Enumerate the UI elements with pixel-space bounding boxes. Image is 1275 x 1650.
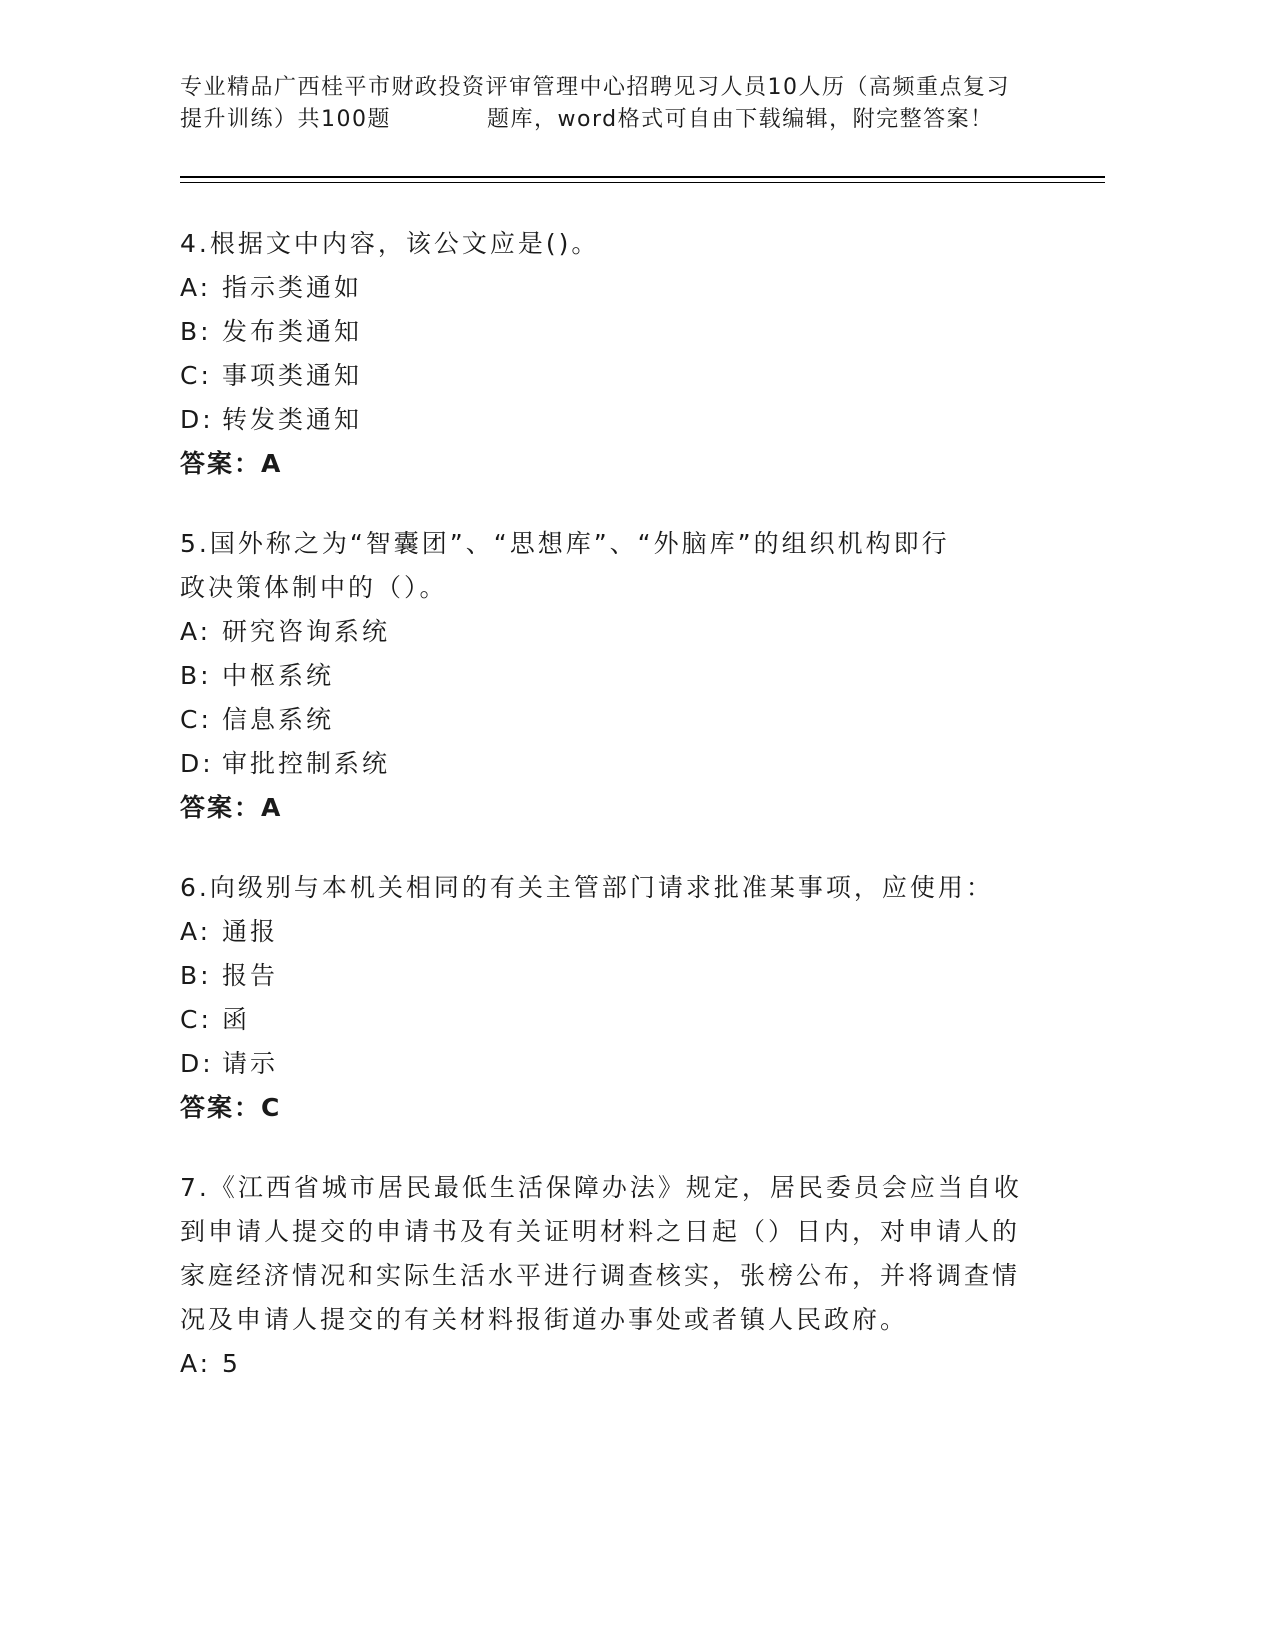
option-a: [180, 266, 1040, 310]
option-text: 指示类通如: [222, 273, 363, 302]
option-b: [180, 654, 1040, 698]
header-line-1: 专业精品广西桂平市财政投资评审管理中心招聘见习人员10人历（高频重点复习: [180, 75, 1010, 100]
question-6: [180, 866, 1040, 1130]
option-d: [180, 1042, 1040, 1086]
option-letter: C:: [180, 1005, 212, 1034]
option-text: 事项类通知: [222, 361, 363, 390]
option-a: [180, 1342, 1040, 1386]
question-stem-line-1: 7.《江西省城市居民最低生活保障办法》规定，居民委员会应当自收: [180, 1173, 1022, 1202]
answer-line: 答案：A: [180, 449, 283, 478]
answer-line: 答案：C: [180, 1093, 282, 1122]
option-text: 请示: [222, 1049, 279, 1078]
option-letter: C:: [180, 361, 212, 390]
option-text: 函: [222, 1005, 251, 1034]
answer-line: 答案：A: [180, 793, 283, 822]
option-letter: B:: [180, 661, 212, 690]
option-d: [180, 742, 1040, 786]
question-stem: 6.向级别与本机关相同的有关主管部门请求批准某事项，应使用：: [180, 873, 994, 902]
option-text: 报告: [222, 961, 279, 990]
option-letter: B:: [180, 317, 212, 346]
option-a: [180, 910, 1040, 954]
option-letter: A:: [180, 617, 212, 646]
question-stem-line-4: 况及申请人提交的有关材料报街道办事处或者镇人民政府。: [180, 1305, 909, 1334]
option-letter: C:: [180, 705, 212, 734]
option-text: 研究咨询系统: [222, 617, 391, 646]
question-stem: 4.根据文中内容，该公文应是()。: [180, 229, 600, 258]
option-d: [180, 398, 1040, 442]
option-text: 通报: [222, 917, 279, 946]
option-c: [180, 354, 1040, 398]
option-text: 审批控制系统: [222, 749, 391, 778]
question-stem-line-3: 家庭经济情况和实际生活水平进行调查核实，张榜公布，并将调查情: [180, 1261, 1021, 1290]
option-a: [180, 610, 1040, 654]
option-c: [180, 998, 1040, 1042]
option-b: [180, 310, 1040, 354]
option-letter: A:: [180, 273, 212, 302]
page-header: [180, 72, 1060, 136]
option-text: 发布类通知: [222, 317, 363, 346]
option-c: [180, 698, 1040, 742]
question-7: [180, 1166, 1040, 1386]
option-text: 信息系统: [222, 705, 335, 734]
option-letter: A:: [180, 917, 212, 946]
header-line-2-part-a: 提升训练）共100题: [180, 107, 391, 132]
question-stem-line-2: 到申请人提交的申请书及有关证明材料之日起（）日内，对申请人的: [180, 1217, 1021, 1246]
header-divider-thin: [180, 182, 1105, 183]
option-letter: D:: [180, 749, 214, 778]
option-letter: D:: [180, 1049, 214, 1078]
option-text: 中枢系统: [222, 661, 335, 690]
question-4: [180, 222, 1040, 486]
question-5: [180, 522, 1040, 830]
option-letter: B:: [180, 961, 212, 990]
header-divider-thick: [180, 176, 1105, 178]
option-letter: D:: [180, 405, 214, 434]
header-line-2: [180, 104, 1060, 136]
option-letter: A:: [180, 1349, 212, 1378]
option-text: 5: [222, 1349, 241, 1378]
option-b: [180, 954, 1040, 998]
option-text: 转发类通知: [222, 405, 363, 434]
question-stem-line-2: 政决策体制中的（）。: [180, 573, 448, 602]
question-list: [180, 222, 1040, 1422]
header-line-2-part-b: 题库，word格式可自由下载编辑，附完整答案！: [487, 107, 994, 132]
question-stem-line-1: 5.国外称之为“智囊团”、“思想库”、“外脑库”的组织机构即行: [180, 529, 950, 558]
